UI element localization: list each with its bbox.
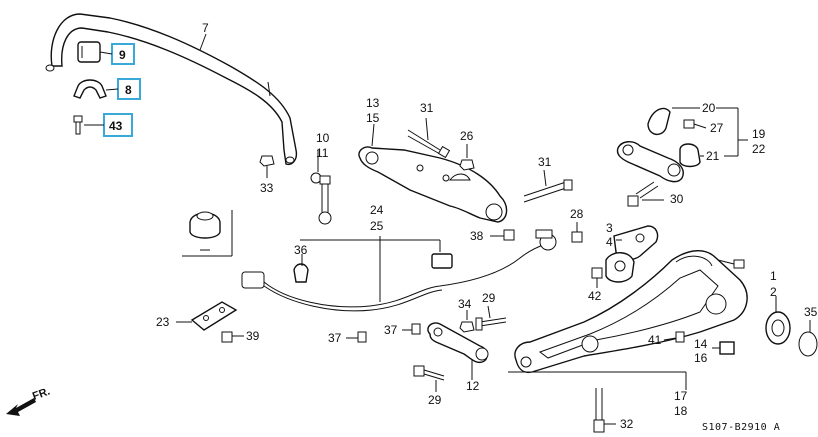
front-direction-arrow-icon xyxy=(6,398,36,416)
bolt-37b[interactable] xyxy=(402,324,420,334)
inset-cushion-detail xyxy=(182,210,232,256)
callout-33: 33 xyxy=(260,181,274,195)
callout-9: 9 xyxy=(119,48,126,62)
retaining-ring[interactable] xyxy=(799,320,817,356)
callout-31a: 31 xyxy=(420,101,434,115)
callout-11: 11 xyxy=(316,146,329,160)
callout-37b: 37 xyxy=(384,323,398,337)
callout-25: 25 xyxy=(370,219,384,233)
callout-10: 10 xyxy=(316,131,330,145)
sensor-clip-24[interactable] xyxy=(432,254,452,268)
bolt-32[interactable] xyxy=(594,388,616,432)
callout-43: 43 xyxy=(109,119,123,133)
callout-17: 17 xyxy=(674,389,688,403)
callout-37a: 37 xyxy=(328,331,342,345)
callout-36: 36 xyxy=(294,243,308,257)
bolt-29a[interactable] xyxy=(476,306,506,330)
callout-16: 16 xyxy=(694,351,708,365)
callout-39: 39 xyxy=(246,329,260,343)
callout-31b: 31 xyxy=(538,155,552,169)
bolt-29b[interactable] xyxy=(414,366,444,392)
holder-bolt[interactable] xyxy=(74,116,82,134)
clip-14-16[interactable] xyxy=(712,342,734,354)
callout-23: 23 xyxy=(156,315,170,329)
callout-22: 22 xyxy=(752,142,766,156)
callout-29b: 29 xyxy=(428,393,442,407)
callout-32: 32 xyxy=(620,417,634,431)
bolt-38[interactable] xyxy=(490,230,514,240)
arm-bolt-middle[interactable] xyxy=(524,170,572,202)
bracket-23[interactable] xyxy=(176,302,236,330)
callout-19: 19 xyxy=(752,127,766,141)
callout-34: 34 xyxy=(458,297,472,311)
callout-18: 18 xyxy=(674,404,688,418)
callout-30: 30 xyxy=(670,192,684,206)
bolt-28[interactable] xyxy=(572,222,582,242)
callout-20: 20 xyxy=(702,101,716,115)
callout-7: 7 xyxy=(202,21,209,35)
callout-1: 1 xyxy=(770,269,777,283)
bolt-39[interactable] xyxy=(222,332,244,342)
bushing-holder[interactable] xyxy=(74,80,106,98)
callout-41: 41 xyxy=(648,333,662,347)
callout-21: 21 xyxy=(706,149,720,163)
callout-13: 13 xyxy=(366,96,380,110)
bolt-42[interactable] xyxy=(592,268,602,288)
callout-27: 27 xyxy=(710,121,724,135)
callout-2: 2 xyxy=(770,285,777,299)
callout-28: 28 xyxy=(570,207,584,221)
callout-29a: 29 xyxy=(482,291,496,305)
compensator-arm[interactable] xyxy=(617,142,683,182)
compensator-bolt-30[interactable] xyxy=(628,182,664,206)
callout-24: 24 xyxy=(370,203,384,217)
callout-42: 42 xyxy=(588,289,602,303)
callout-15: 15 xyxy=(366,111,380,125)
stabilizer-bushing[interactable] xyxy=(78,42,100,62)
bolt-37a[interactable] xyxy=(346,332,366,342)
front-direction-label: FR. xyxy=(30,385,52,403)
compensator-bushing-21[interactable] xyxy=(680,144,704,167)
hub-bearing[interactable] xyxy=(766,296,790,344)
callout-38: 38 xyxy=(470,229,484,243)
callout-4: 4 xyxy=(606,235,613,249)
drawing-code: S107-B2910 A xyxy=(702,422,781,433)
callout-8: 8 xyxy=(125,83,132,97)
knuckle[interactable] xyxy=(606,253,634,282)
callout-3: 3 xyxy=(606,221,613,235)
callout-26: 26 xyxy=(460,129,474,143)
stabilizer-link[interactable] xyxy=(311,150,331,224)
sensor-clip-36[interactable] xyxy=(294,254,308,282)
callout-14: 14 xyxy=(694,337,708,351)
abs-sensor-wire[interactable] xyxy=(242,230,556,311)
lower-link[interactable] xyxy=(428,323,488,380)
upper-arm-bolt[interactable] xyxy=(408,118,449,157)
upper-arm-nut[interactable] xyxy=(460,144,474,170)
callout-12: 12 xyxy=(466,379,480,393)
compensator-bolt-27[interactable] xyxy=(684,120,706,128)
stabilizer-nut[interactable] xyxy=(260,156,274,178)
callout-35: 35 xyxy=(804,305,818,319)
nut-34[interactable] xyxy=(460,310,474,332)
